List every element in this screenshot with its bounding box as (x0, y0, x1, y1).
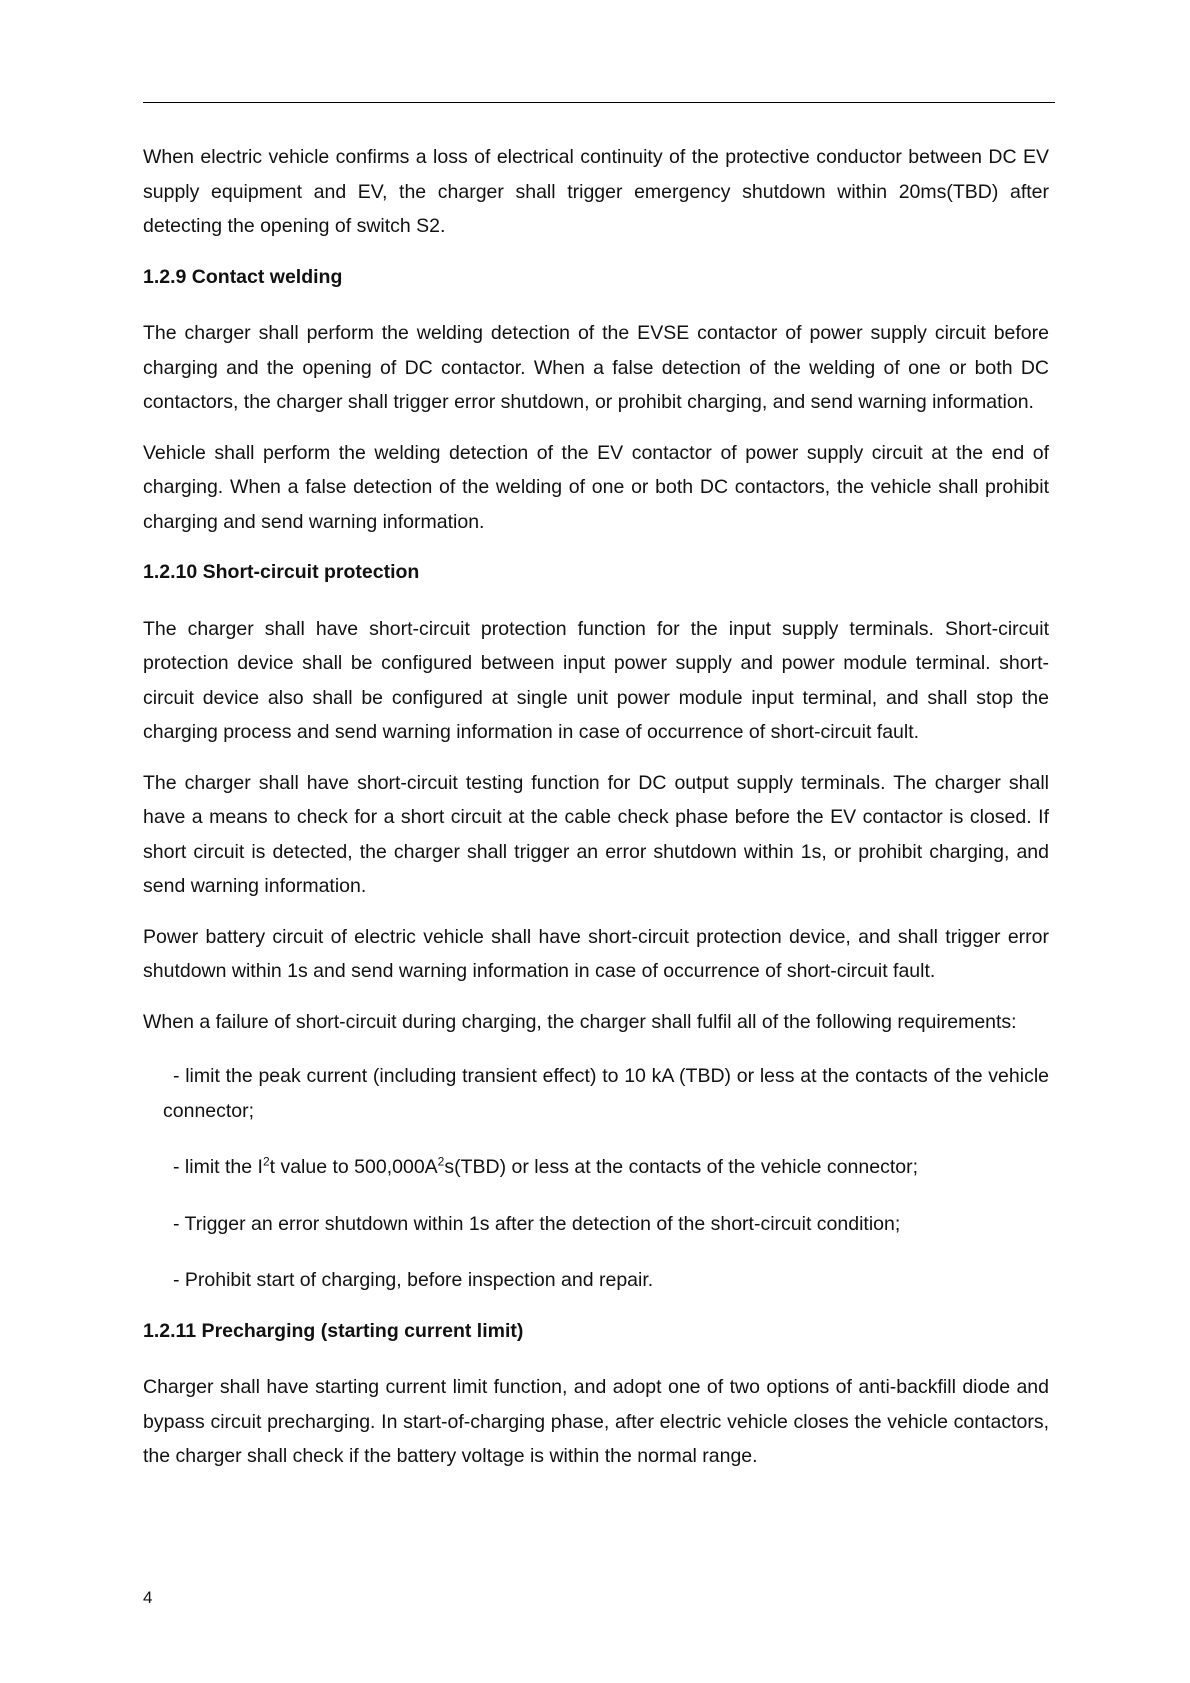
heading-precharging: 1.2.11 Precharging (starting current limit) (143, 1319, 524, 1342)
paragraph-requirements-intro: When a failure of short-circuit during charging, the charger shall fulfil all of the following requirements: (143, 1010, 1017, 1033)
superscript-2: 2 (262, 1154, 270, 1169)
header-rule (143, 102, 1055, 103)
paragraph-evse-welding: The charger shall perform the welding detection of the EVSE contactor of power supply circuit before charging and the opening of DC contactor. When a false detection of the welding of one or both DC contactors, the charger shall trigger error shutdown, or prohibit charging, and send warning information. (143, 322, 1049, 413)
superscript-2: 2 (437, 1154, 445, 1169)
bullet-peak-current: - limit the peak current (including transient effect) to 10 kA (TBD) or less at the contacts of the vehicle connector; (163, 1065, 1049, 1122)
paragraph-precharging: Charger shall have starting current limit function, and adopt one of two options of anti-backfill diode and bypass circuit precharging. In start-of-charging phase, after electric vehicle closes the vehicle contactors, the charger shall check if the battery voltage is within the normal range. (143, 1376, 1049, 1467)
paragraph-battery-short-circuit: Power battery circuit of electric vehicle shall have short-circuit protection device, and shall trigger error shutdown within 1s and send warning information in case of occurrence of short-circuit fault. (143, 925, 1049, 982)
page-number: 4 (143, 1588, 153, 1607)
heading-contact-welding: 1.2.9 Contact welding (143, 265, 343, 288)
page-content (143, 140, 1049, 1490)
paragraph-protective-conductor: When electric vehicle confirms a loss of electrical continuity of the protective conductor between DC EV supply equipment and EV, the charger shall trigger emergency shutdown within 20ms(TBD) after detecting the opening of switch S2. (143, 146, 1049, 237)
paragraph-input-short-circuit: The charger shall have short-circuit protection function for the input supply terminals. Short-circuit protection device shall be configured between input power supply and power module terminal. short-circuit device also shall be configured at single unit power module input terminal, and shall stop the charging process and send warning information in case of occurrence of short-circuit fault. (143, 617, 1049, 743)
bullet-i2t-part-b: t value to 500,000A (269, 1156, 438, 1178)
bullet-i2t-value (143, 1150, 1049, 1185)
paragraph-output-short-circuit: The charger shall have short-circuit testing function for DC output supply terminals. The charger shall have a means to check for a short circuit at the cable check phase before the EV contactor is closed. If short circuit is detected, the charger shall trigger an error shutdown within 1s, or prohibit charging, and send warning information. (143, 771, 1049, 897)
bullet-error-shutdown: - Trigger an error shutdown within 1s after the detection of the short-circuit condition; (173, 1212, 901, 1235)
bullet-i2t-part-a: - limit the I (173, 1156, 263, 1178)
heading-short-circuit-protection: 1.2.10 Short-circuit protection (143, 561, 420, 583)
bullet-i2t-part-c: s(TBD) or less at the contacts of the vehicle connector; (444, 1156, 918, 1178)
paragraph-ev-welding: Vehicle shall perform the welding detection of the EV contactor of power supply circuit at the end of charging. When a false detection of the welding of one or both DC contactors, the vehicle shall prohibit charging and send warning information. (143, 441, 1049, 533)
bullet-prohibit-start: - Prohibit start of charging, before inspection and repair. (173, 1269, 654, 1291)
